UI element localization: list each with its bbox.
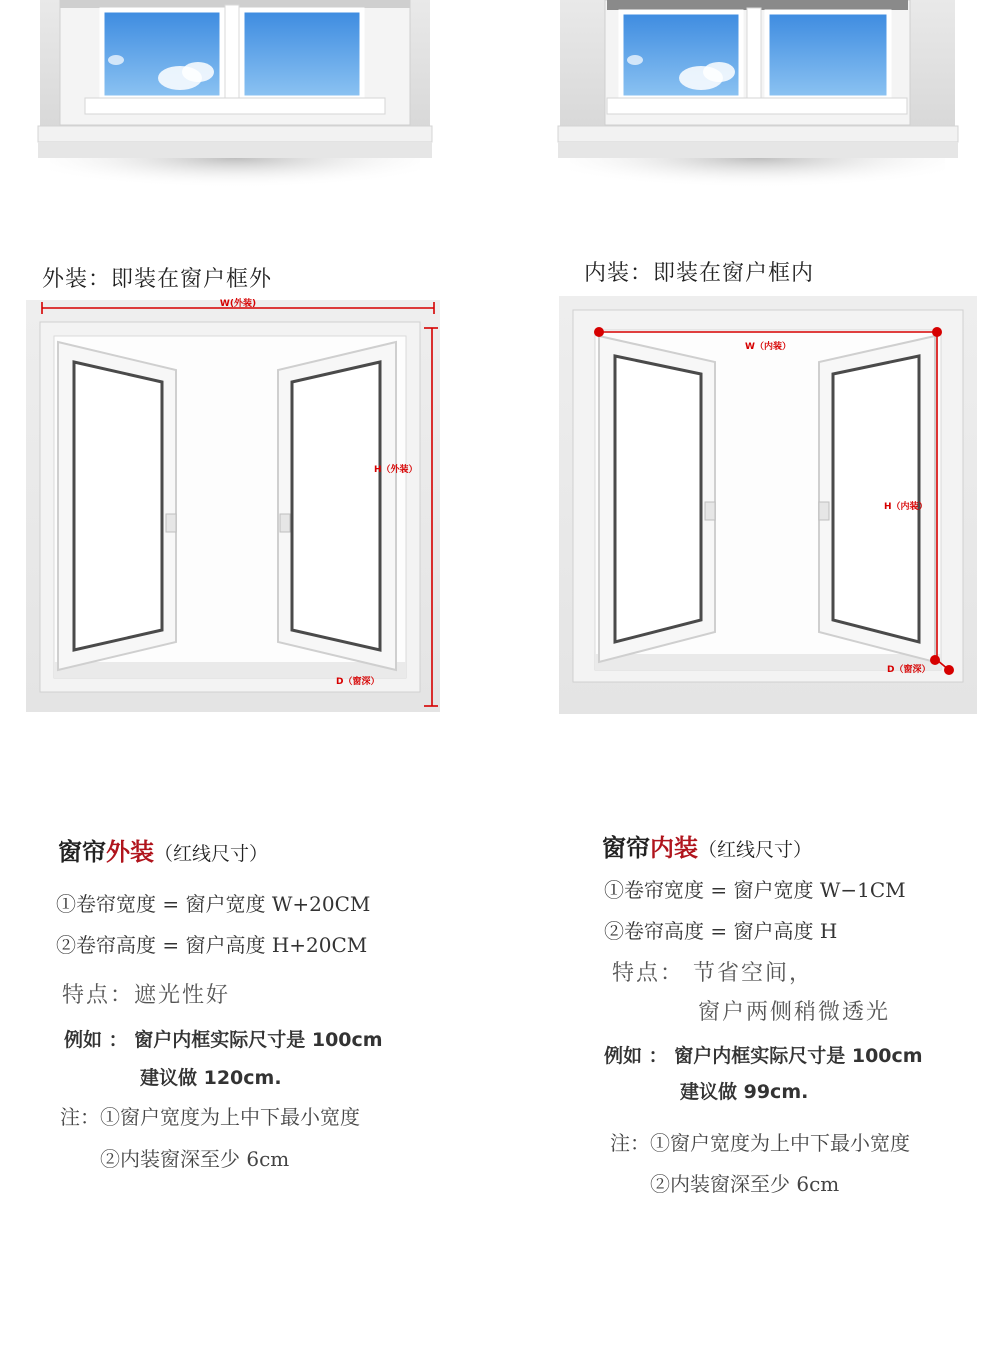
inside-depth-label: D（窗深）	[887, 665, 931, 675]
outside-heading-suffix: （红线尺寸）	[154, 843, 269, 865]
outside-formula-width: ①卷帘宽度 = 窗户宽度 W+20CM	[56, 892, 371, 916]
inside-feature-line2: 窗户两侧稍微透光	[698, 1000, 891, 1025]
outside-heading-accent: 外装	[106, 838, 154, 866]
outside-heading-prefix: 窗帘	[58, 838, 106, 866]
inside-note-line2: ②内装窗深至少 6cm	[650, 1172, 840, 1196]
outside-depth-label: D（窗深）	[336, 677, 380, 687]
inside-width-label: W（内装）	[745, 342, 791, 352]
outside-example-line1: 例如 ： 窗户内框实际尺寸是 100cm	[64, 1029, 383, 1051]
inside-heading-suffix: （红线尺寸）	[698, 839, 813, 861]
outside-height-label: H（外装）	[374, 465, 418, 475]
inside-heading-prefix: 窗帘	[602, 834, 650, 862]
inside-install-title: 内装：即装在窗户框内	[584, 261, 815, 286]
outside-window-photo	[30, 0, 440, 215]
inside-note-line1: 注：①窗户宽度为上中下最小宽度	[610, 1131, 910, 1155]
inside-heading-accent: 内装	[650, 834, 698, 862]
inside-mode-heading	[602, 828, 812, 863]
inside-feature-line1: 特点： 节省空间，	[612, 961, 813, 986]
inside-install-diagram	[559, 296, 977, 714]
outside-width-label: W(外装)	[219, 299, 257, 309]
outside-mode-heading	[58, 832, 268, 867]
inside-formula-width: ①卷帘宽度 = 窗户宽度 W−1CM	[604, 878, 906, 902]
inside-example-line1: 例如 ： 窗户内框实际尺寸是 100cm	[604, 1045, 923, 1067]
inside-formula-height: ②卷帘高度 = 窗户高度 H	[604, 919, 838, 943]
outside-formula-height: ②卷帘高度 = 窗户高度 H+20CM	[56, 933, 368, 957]
inside-height-label: H（内装）	[884, 502, 928, 512]
outside-note-line2: ②内装窗深至少 6cm	[100, 1147, 290, 1171]
outside-example-line2: 建议做 120cm.	[140, 1067, 282, 1089]
outside-feature: 特点：遮光性好	[62, 983, 231, 1008]
inside-window-photo	[555, 0, 960, 215]
inside-example-line2: 建议做 99cm.	[680, 1081, 809, 1103]
outside-note-line1: 注：①窗户宽度为上中下最小宽度	[60, 1105, 360, 1129]
outside-install-title: 外装：即装在窗户框外	[42, 267, 273, 292]
outside-install-diagram	[26, 300, 440, 712]
